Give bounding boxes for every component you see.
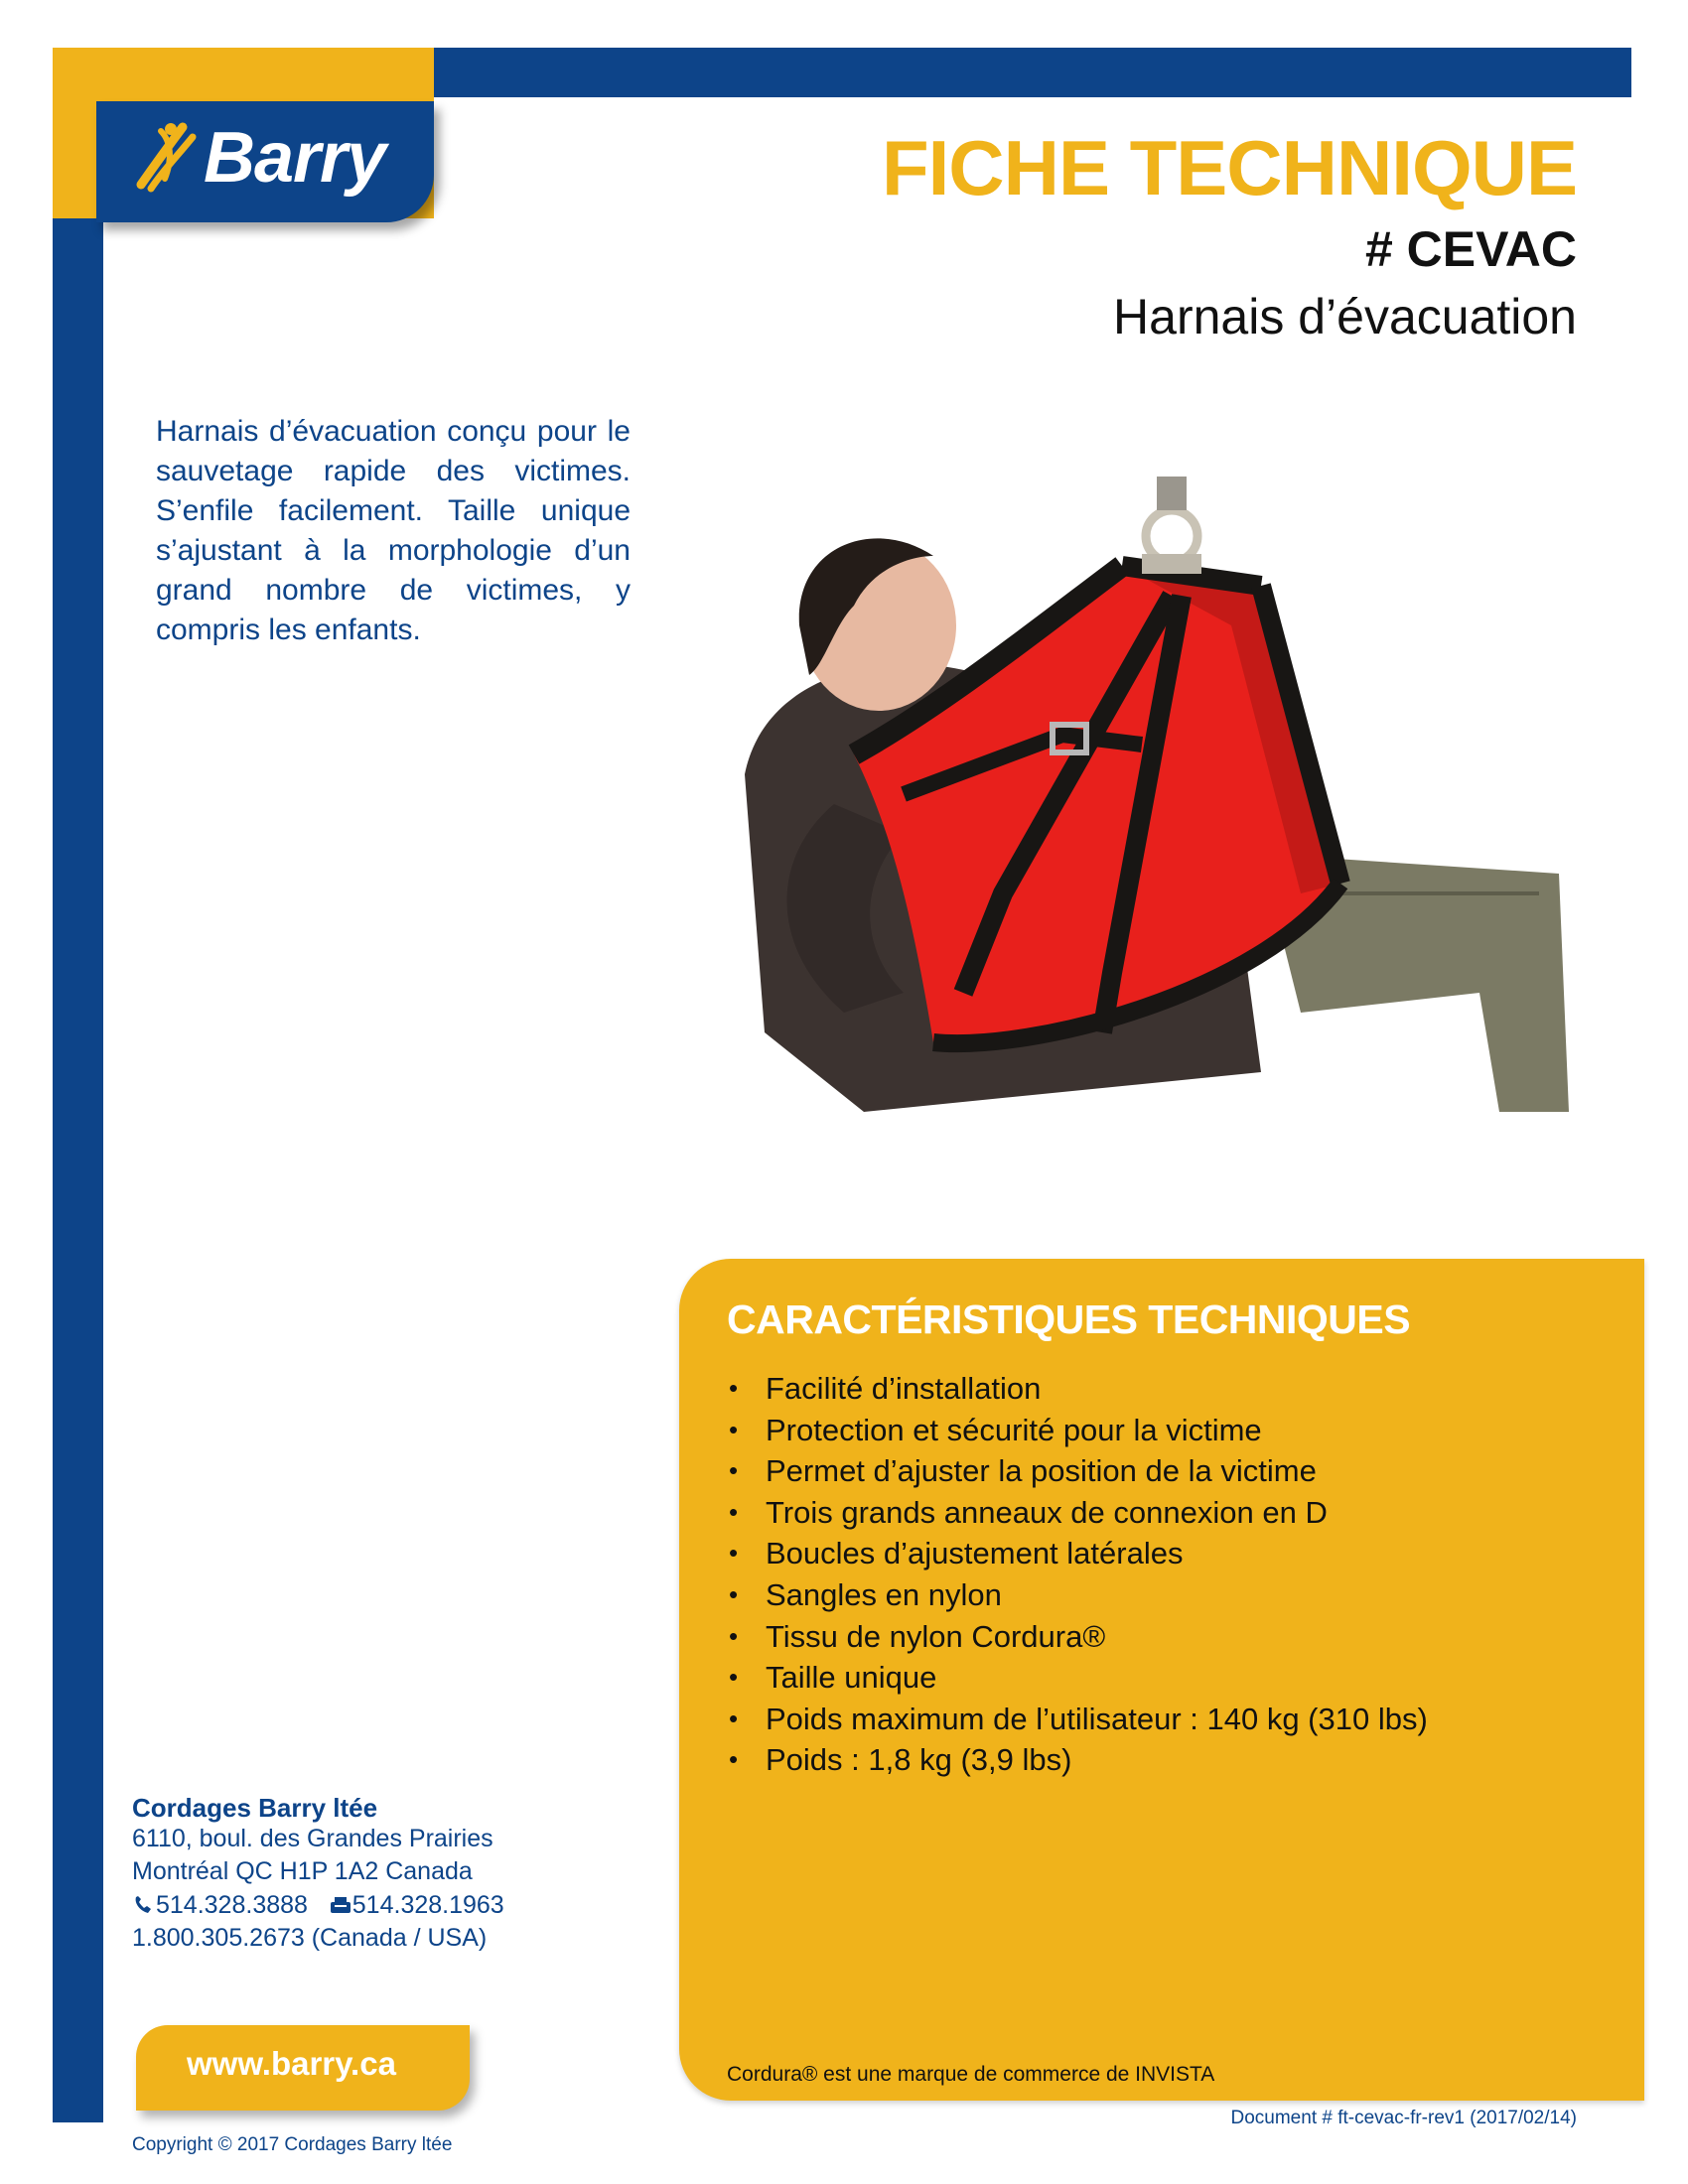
- bullet-icon: •: [729, 1744, 739, 1775]
- document-number: Document # ft-cevac-fr-rev1 (2017/02/14): [1230, 2108, 1577, 2128]
- list-item: • Sangles en nylon: [723, 1574, 1428, 1616]
- toll-free-number[interactable]: 1.800.305.2673 (Canada / USA): [132, 1924, 488, 1952]
- bullet-icon: •: [729, 1373, 739, 1403]
- product-description: Harnais d’évacuation conçu pour le sauvetage rapide des victimes. S’enfile facilement. Taille unique s’ajustant à la morphologie d’un grand nombre de victimes, y compris les enfants.: [156, 415, 631, 646]
- product-code: # CEVAC: [1364, 221, 1577, 277]
- company-name: Cordages Barry ltée: [132, 1793, 378, 1823]
- specs-list: [723, 1368, 1428, 1781]
- bullet-icon: •: [729, 1538, 739, 1569]
- barry-rope-logo-icon: [131, 119, 203, 199]
- copyright: Copyright © 2017 Cordages Barry ltée: [132, 2134, 453, 2155]
- bullet-icon: •: [729, 1455, 739, 1486]
- bullet-icon: •: [729, 1620, 739, 1651]
- list-item: • Poids maximum de l’utilisateur : 140 kg (310 lbs): [723, 1699, 1428, 1740]
- list-item: • Taille unique: [723, 1657, 1428, 1699]
- specs-title: CARACTÉRISTIQUES TECHNIQUES: [727, 1297, 1411, 1342]
- list-item: • Protection et sécurité pour la victime: [723, 1410, 1428, 1451]
- bullet-icon: •: [729, 1703, 739, 1733]
- list-item: • Poids : 1,8 kg (3,9 lbs): [723, 1739, 1428, 1781]
- bullet-icon: •: [729, 1578, 739, 1609]
- bullet-icon: •: [729, 1496, 739, 1527]
- phone-icon: [132, 1895, 156, 1915]
- city-address: Montréal QC H1P 1A2 Canada: [132, 1857, 473, 1885]
- document-title: FICHE TECHNIQUE: [881, 124, 1577, 211]
- fax-icon: [329, 1895, 352, 1915]
- barry-logo-text: Barry: [204, 118, 386, 198]
- product-photo: [705, 477, 1569, 1122]
- fax-number[interactable]: 514.328.1963: [352, 1891, 504, 1919]
- bullet-icon: •: [729, 1662, 739, 1693]
- product-name: Harnais d’évacuation: [1113, 289, 1577, 344]
- bullet-icon: •: [729, 1414, 739, 1444]
- list-item: • Tissu de nylon Cordura®: [723, 1616, 1428, 1658]
- left-frame-bar: [53, 218, 103, 2122]
- street-address: 6110, boul. des Grandes Prairies: [132, 1825, 493, 1852]
- list-item: • Permet d’ajuster la position de la victime: [723, 1450, 1428, 1492]
- list-item: • Trois grands anneaux de connexion en D: [723, 1492, 1428, 1534]
- phone-fax-line: [132, 1891, 504, 1920]
- trademark-note: Cordura® est une marque de commerce de INVISTA: [727, 2063, 1215, 2086]
- list-item: • Boucles d’ajustement latérales: [723, 1533, 1428, 1574]
- website-link[interactable]: www.barry.ca: [187, 2045, 396, 2082]
- phone-number[interactable]: 514.328.3888: [156, 1891, 308, 1919]
- list-item: • Facilité d’installation: [723, 1368, 1428, 1410]
